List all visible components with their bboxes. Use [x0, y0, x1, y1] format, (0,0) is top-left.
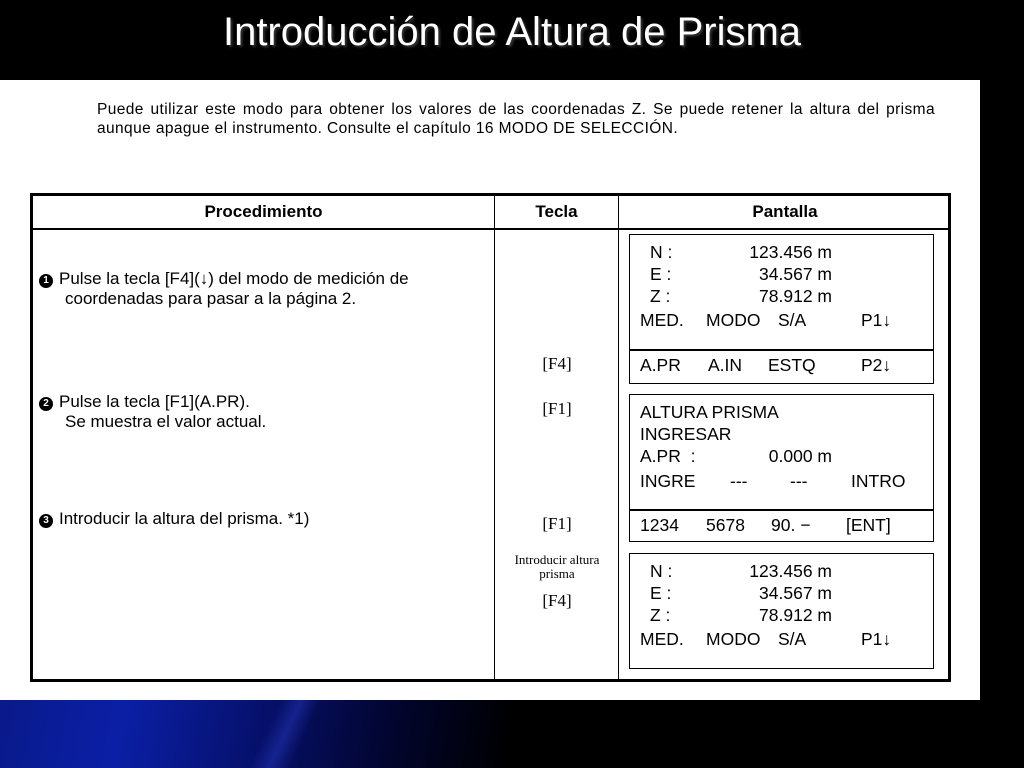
lcd-softkey: P2↓ — [861, 355, 892, 375]
lcd-softkey: 1234 — [640, 515, 679, 535]
step-text: Pulse la tecla [F4](↓) del modo de medición de — [59, 269, 409, 288]
lcd-softkey: S/A — [778, 310, 807, 330]
lcd-softkey: P1↓ — [861, 629, 892, 649]
lcd-softkey: [ENT] — [846, 515, 891, 535]
step-number-icon: 1 — [39, 274, 53, 288]
key-f4: [F4] — [542, 591, 572, 610]
table-header-row — [33, 196, 948, 230]
lcd-softkey: MED. — [640, 310, 684, 330]
step-text: Se muestra el valor actual. — [65, 412, 267, 431]
lcd-softkey: A.IN — [708, 355, 743, 375]
lcd-label: A.PR : — [640, 446, 696, 466]
step-text: Pulse la tecla [F1](A.PR). — [59, 392, 250, 411]
key-f1: [F1] — [542, 514, 572, 533]
lcd-page2-softkeys — [640, 354, 930, 376]
key-f4: [F4] — [542, 354, 572, 373]
lcd-softkey: INTRO — [851, 471, 906, 491]
lcd-softkey: A.PR — [640, 355, 681, 375]
lcd-label: E : — [650, 583, 672, 603]
lcd-screen-coordinates — [629, 234, 934, 384]
lcd-softkey: 90. − — [771, 515, 811, 535]
lcd-softkey: MODO — [706, 310, 761, 330]
lcd-softkey: ESTQ — [768, 355, 816, 375]
lcd-softkey: MED. — [640, 629, 684, 649]
lcd-value: 123.456 m — [749, 242, 832, 262]
lcd-value: 0.000 m — [768, 446, 832, 466]
slide-footer-accent — [0, 700, 1024, 768]
step-text: coordenadas para pasar a la página 2. — [65, 289, 357, 308]
lcd-screen-coordinates-result — [629, 553, 934, 669]
lcd-label: N : — [650, 561, 673, 581]
key-f1: [F1] — [542, 399, 572, 418]
step-number-icon: 3 — [39, 514, 53, 528]
procedure-table — [30, 193, 951, 682]
lcd-value: 34.567 m — [759, 583, 832, 603]
step-text: Introducir la altura del prisma. *1) — [59, 509, 310, 528]
intro-paragraph: Puede utilizar este modo para obtener los valores de las coordenadas Z. Se puede retener la altura del prisma aunque apague el instrumento. Consulte el capítulo 16 MODO DE SELECCIÓN. — [97, 101, 935, 137]
step-3 — [39, 509, 499, 529]
lcd-softkey: 5678 — [706, 515, 745, 535]
lcd-text: ALTURA PRISMA — [640, 402, 779, 422]
lcd-divider — [630, 349, 933, 351]
lcd-softkey: INGRE — [640, 471, 696, 491]
slide-title: Introducción de Altura de Prisma — [222, 10, 802, 54]
header-key: Tecla — [535, 202, 578, 221]
lcd-softkey: P1↓ — [861, 310, 892, 330]
column-divider — [618, 196, 619, 679]
lcd-softkey: S/A — [778, 629, 807, 649]
content-panel — [0, 80, 980, 700]
lcd-label: Z : — [650, 605, 671, 625]
lcd-label: N : — [650, 242, 673, 262]
step-1 — [39, 269, 499, 309]
lcd-softkey: MODO — [706, 629, 761, 649]
lcd-input-keys — [640, 514, 930, 536]
lcd-softkey: --- — [730, 471, 748, 491]
lcd-value: 78.912 m — [759, 286, 832, 306]
lcd-label: Z : — [650, 286, 671, 306]
lcd-text: INGRESAR — [640, 424, 732, 444]
header-procedure: Procedimiento — [204, 202, 323, 221]
lcd-screen-prism-height — [629, 394, 934, 542]
step-2 — [39, 392, 499, 432]
step-number-icon: 2 — [39, 397, 53, 411]
lcd-label: E : — [650, 264, 672, 284]
lcd-divider — [630, 509, 933, 511]
key-enter-height-note: Introducir altura prisma — [514, 552, 600, 581]
header-screen: Pantalla — [752, 202, 818, 221]
lcd-value: 123.456 m — [749, 561, 832, 581]
lcd-softkey: --- — [790, 471, 808, 491]
lcd-value: 34.567 m — [759, 264, 832, 284]
lcd-value: 78.912 m — [759, 605, 832, 625]
